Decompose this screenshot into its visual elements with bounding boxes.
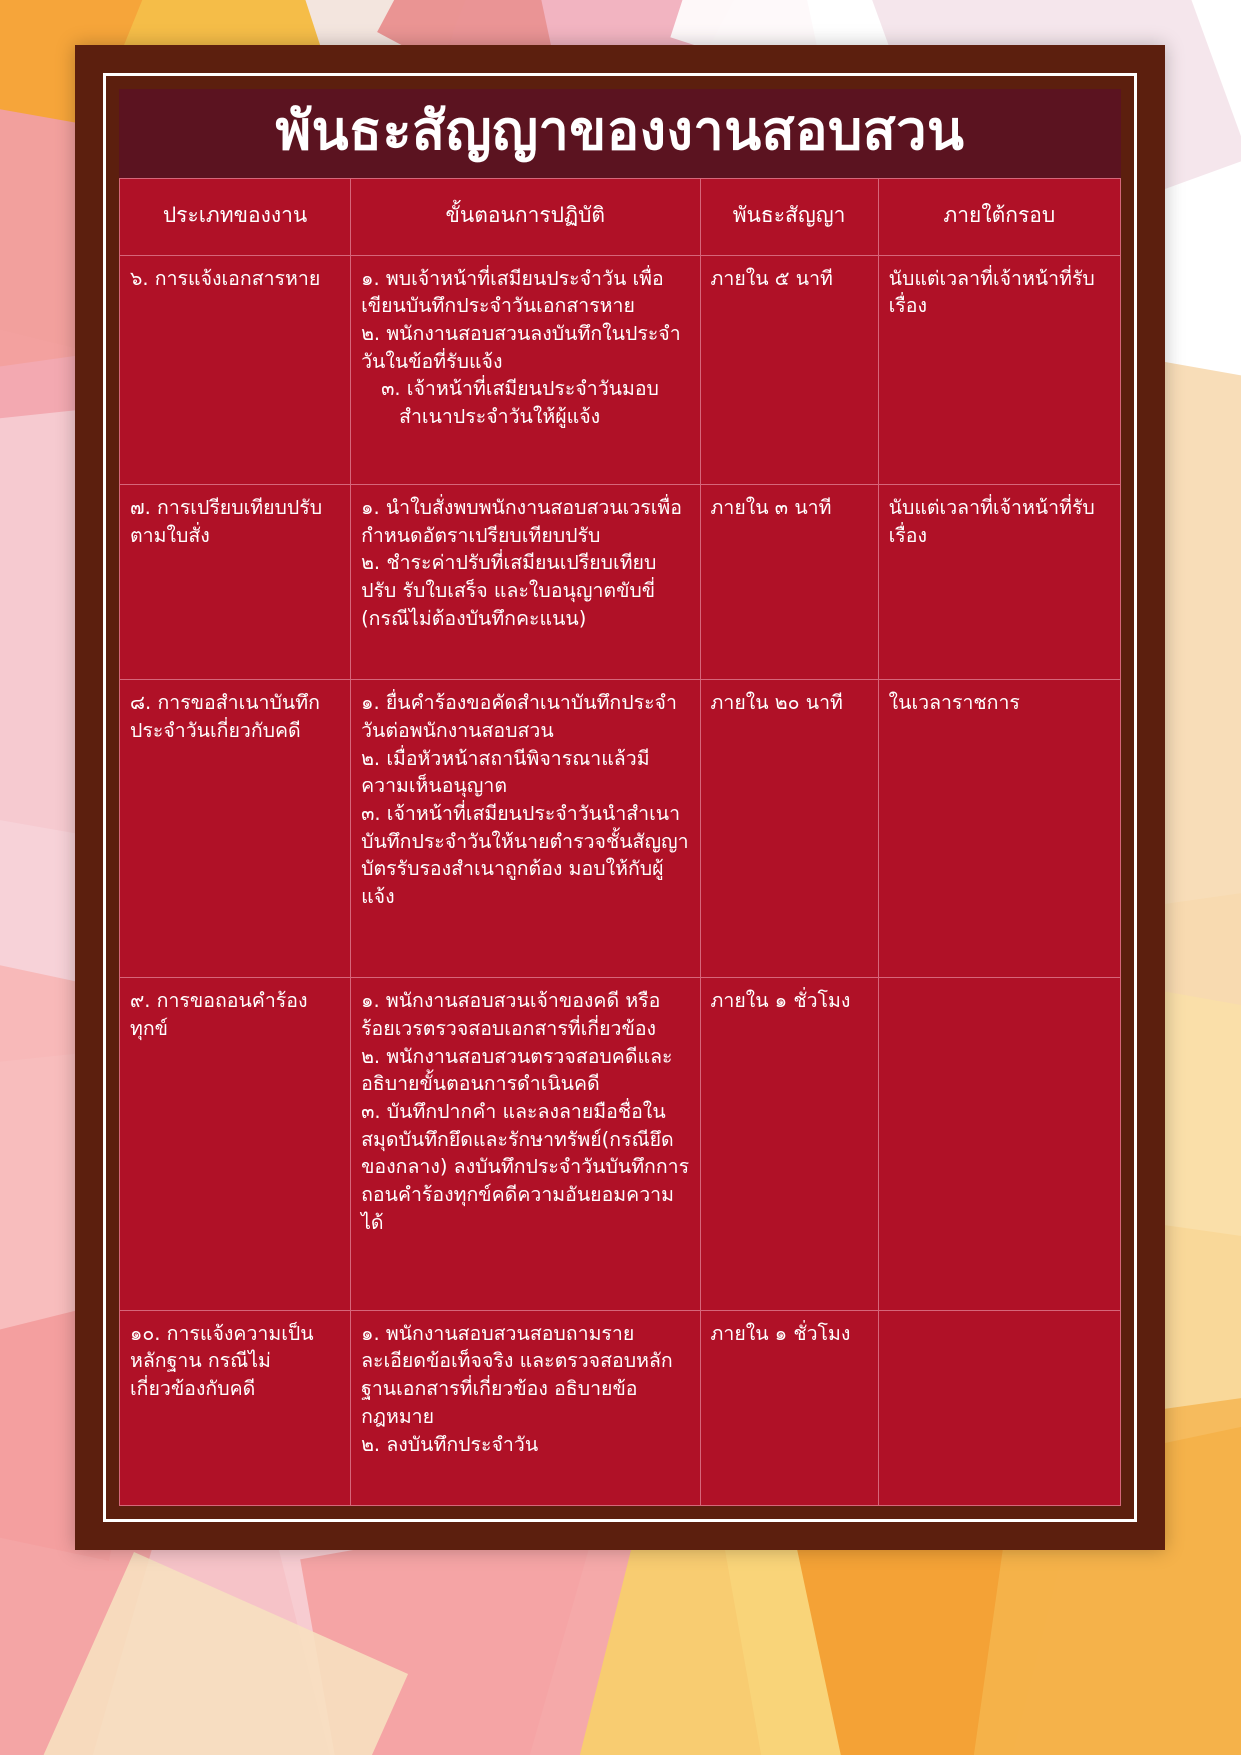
step-line: ๑. ยื่นคำร้องขอคัดสำเนาบันทึกประจำวันต่อพนักงานสอบสวน xyxy=(361,691,677,742)
column-header-work-type: ประเภทของงาน xyxy=(120,178,351,255)
step-line: ๒. ลงบันทึกประจำวัน xyxy=(361,1432,539,1456)
step-line: ๒. พนักงานสอบสวนตรวจสอบคดีและอธิบายขั้นตอนการดำเนินคดี xyxy=(361,1044,673,1096)
cell-commitment: ภายใน ๓ นาที xyxy=(700,485,878,680)
cell-steps xyxy=(351,978,700,1310)
step-line: ๑. พนักงานสอบสวนเจ้าของคดี หรือร้อยเวรตรวจสอบเอกสารที่เกี่ยวข้อง xyxy=(361,989,661,1040)
cell-commitment: ภายใน ๕ นาที xyxy=(700,255,878,485)
cell-commitment: ภายใน ๑ ชั่วโมง xyxy=(700,1310,878,1505)
step-line: ๑. พนักงานสอบสวนสอบถามรายละเอียดข้อเท็จจริง และตรวจสอบหลักฐานเอกสารที่เกี่ยวข้อง อธิบายข้อกฎหมาย xyxy=(361,1321,673,1428)
poster-sheet xyxy=(119,89,1121,1506)
cell-work-type: ๑๐. การแจ้งความเป็นหลักฐาน กรณีไม่เกี่ยวข้องกับคดี xyxy=(120,1310,351,1505)
cell-commitment: ภายใน ๑ ชั่วโมง xyxy=(700,978,878,1310)
step-line: ๑. พบเจ้าหน้าที่เสมียนประจำวัน เพื่อเขียนบันทึกประจำวันเอกสารหาย xyxy=(361,266,664,318)
table-header-row xyxy=(120,178,1121,255)
cell-scope xyxy=(878,1310,1120,1505)
step-line: ๑. นำใบสั่งพบพนักงานสอบสวนเวรเพื่อกำหนดอัตราเปรียบเทียบปรับ xyxy=(361,496,682,547)
cell-work-type: ๙. การขอถอนคำร้องทุกข์ xyxy=(120,978,351,1310)
cell-steps xyxy=(351,1310,700,1505)
step-line: ๓. เจ้าหน้าที่เสมียนประจำวันนำสำเนาบันทึกประจำวันให้นายตำรวจชั้นสัญญาบัตรรับรองสำเนาถูกต้อง มอบให้กับผู้แจ้ง xyxy=(361,801,689,908)
step-line: สำเนาประจำวันให้ผู้แจ้ง xyxy=(399,404,601,428)
table-row xyxy=(120,1310,1121,1505)
page-title: พันธะสัญญาของงานสอบสวน xyxy=(119,89,1121,178)
poster-inner-border xyxy=(103,73,1137,1522)
column-header-scope: ภายใต้กรอบ xyxy=(878,178,1120,255)
cell-scope: นับแต่เวลาที่เจ้าหน้าที่รับเรื่อง xyxy=(878,255,1120,485)
cell-work-type: ๖. การแจ้งเอกสารหาย xyxy=(120,255,351,485)
column-header-steps: ขั้นตอนการปฏิบัติ xyxy=(351,178,700,255)
cell-steps xyxy=(351,485,700,680)
cell-scope xyxy=(878,978,1120,1310)
table-row xyxy=(120,978,1121,1310)
cell-scope: ในเวลาราชการ xyxy=(878,680,1120,978)
step-line: ๒. พนักงานสอบสวนลงบันทึกในประจำวันในข้อที่รับแจ้ง xyxy=(361,321,681,373)
table-row xyxy=(120,680,1121,978)
cell-work-type: ๗. การเปรียบเทียบปรับตามใบสั่ง xyxy=(120,485,351,680)
step-line: ๓. เจ้าหน้าที่เสมียนประจำวันมอบ xyxy=(381,377,659,401)
column-header-commitment: พันธะสัญญา xyxy=(700,178,878,255)
step-line: ๓. บันทึกปากคำ และลงลายมือชื่อในสมุดบันทึกยึดและรักษาทรัพย์(กรณียึดของกลาง) ลงบันทึกประจำวันบันทึกการถอนคำร้องทุกข์คดีความอันยอมความได้ xyxy=(361,1100,690,1234)
cell-scope: นับแต่เวลาที่เจ้าหน้าที่รับเรื่อง xyxy=(878,485,1120,680)
cell-steps xyxy=(351,255,700,485)
cell-commitment: ภายใน ๒๐ นาที xyxy=(700,680,878,978)
poster-frame xyxy=(75,45,1165,1550)
step-line: ๒. เมื่อหัวหน้าสถานีพิจารณาแล้วมีความเห็นอนุญาต xyxy=(361,746,650,798)
cell-work-type: ๘. การขอสำเนาบันทึกประจำวันเกี่ยวกับคดี xyxy=(120,680,351,978)
table-row xyxy=(120,485,1121,680)
commitment-table xyxy=(119,178,1121,1506)
table-row xyxy=(120,255,1121,485)
step-line: ๒. ชำระค่าปรับที่เสมียนเปรียบเทียบปรับ รับใบเสร็จ และใบอนุญาตขับขี่ (กรณีไม่ต้องบันทึกคะแนน) xyxy=(361,551,657,630)
cell-steps xyxy=(351,680,700,978)
